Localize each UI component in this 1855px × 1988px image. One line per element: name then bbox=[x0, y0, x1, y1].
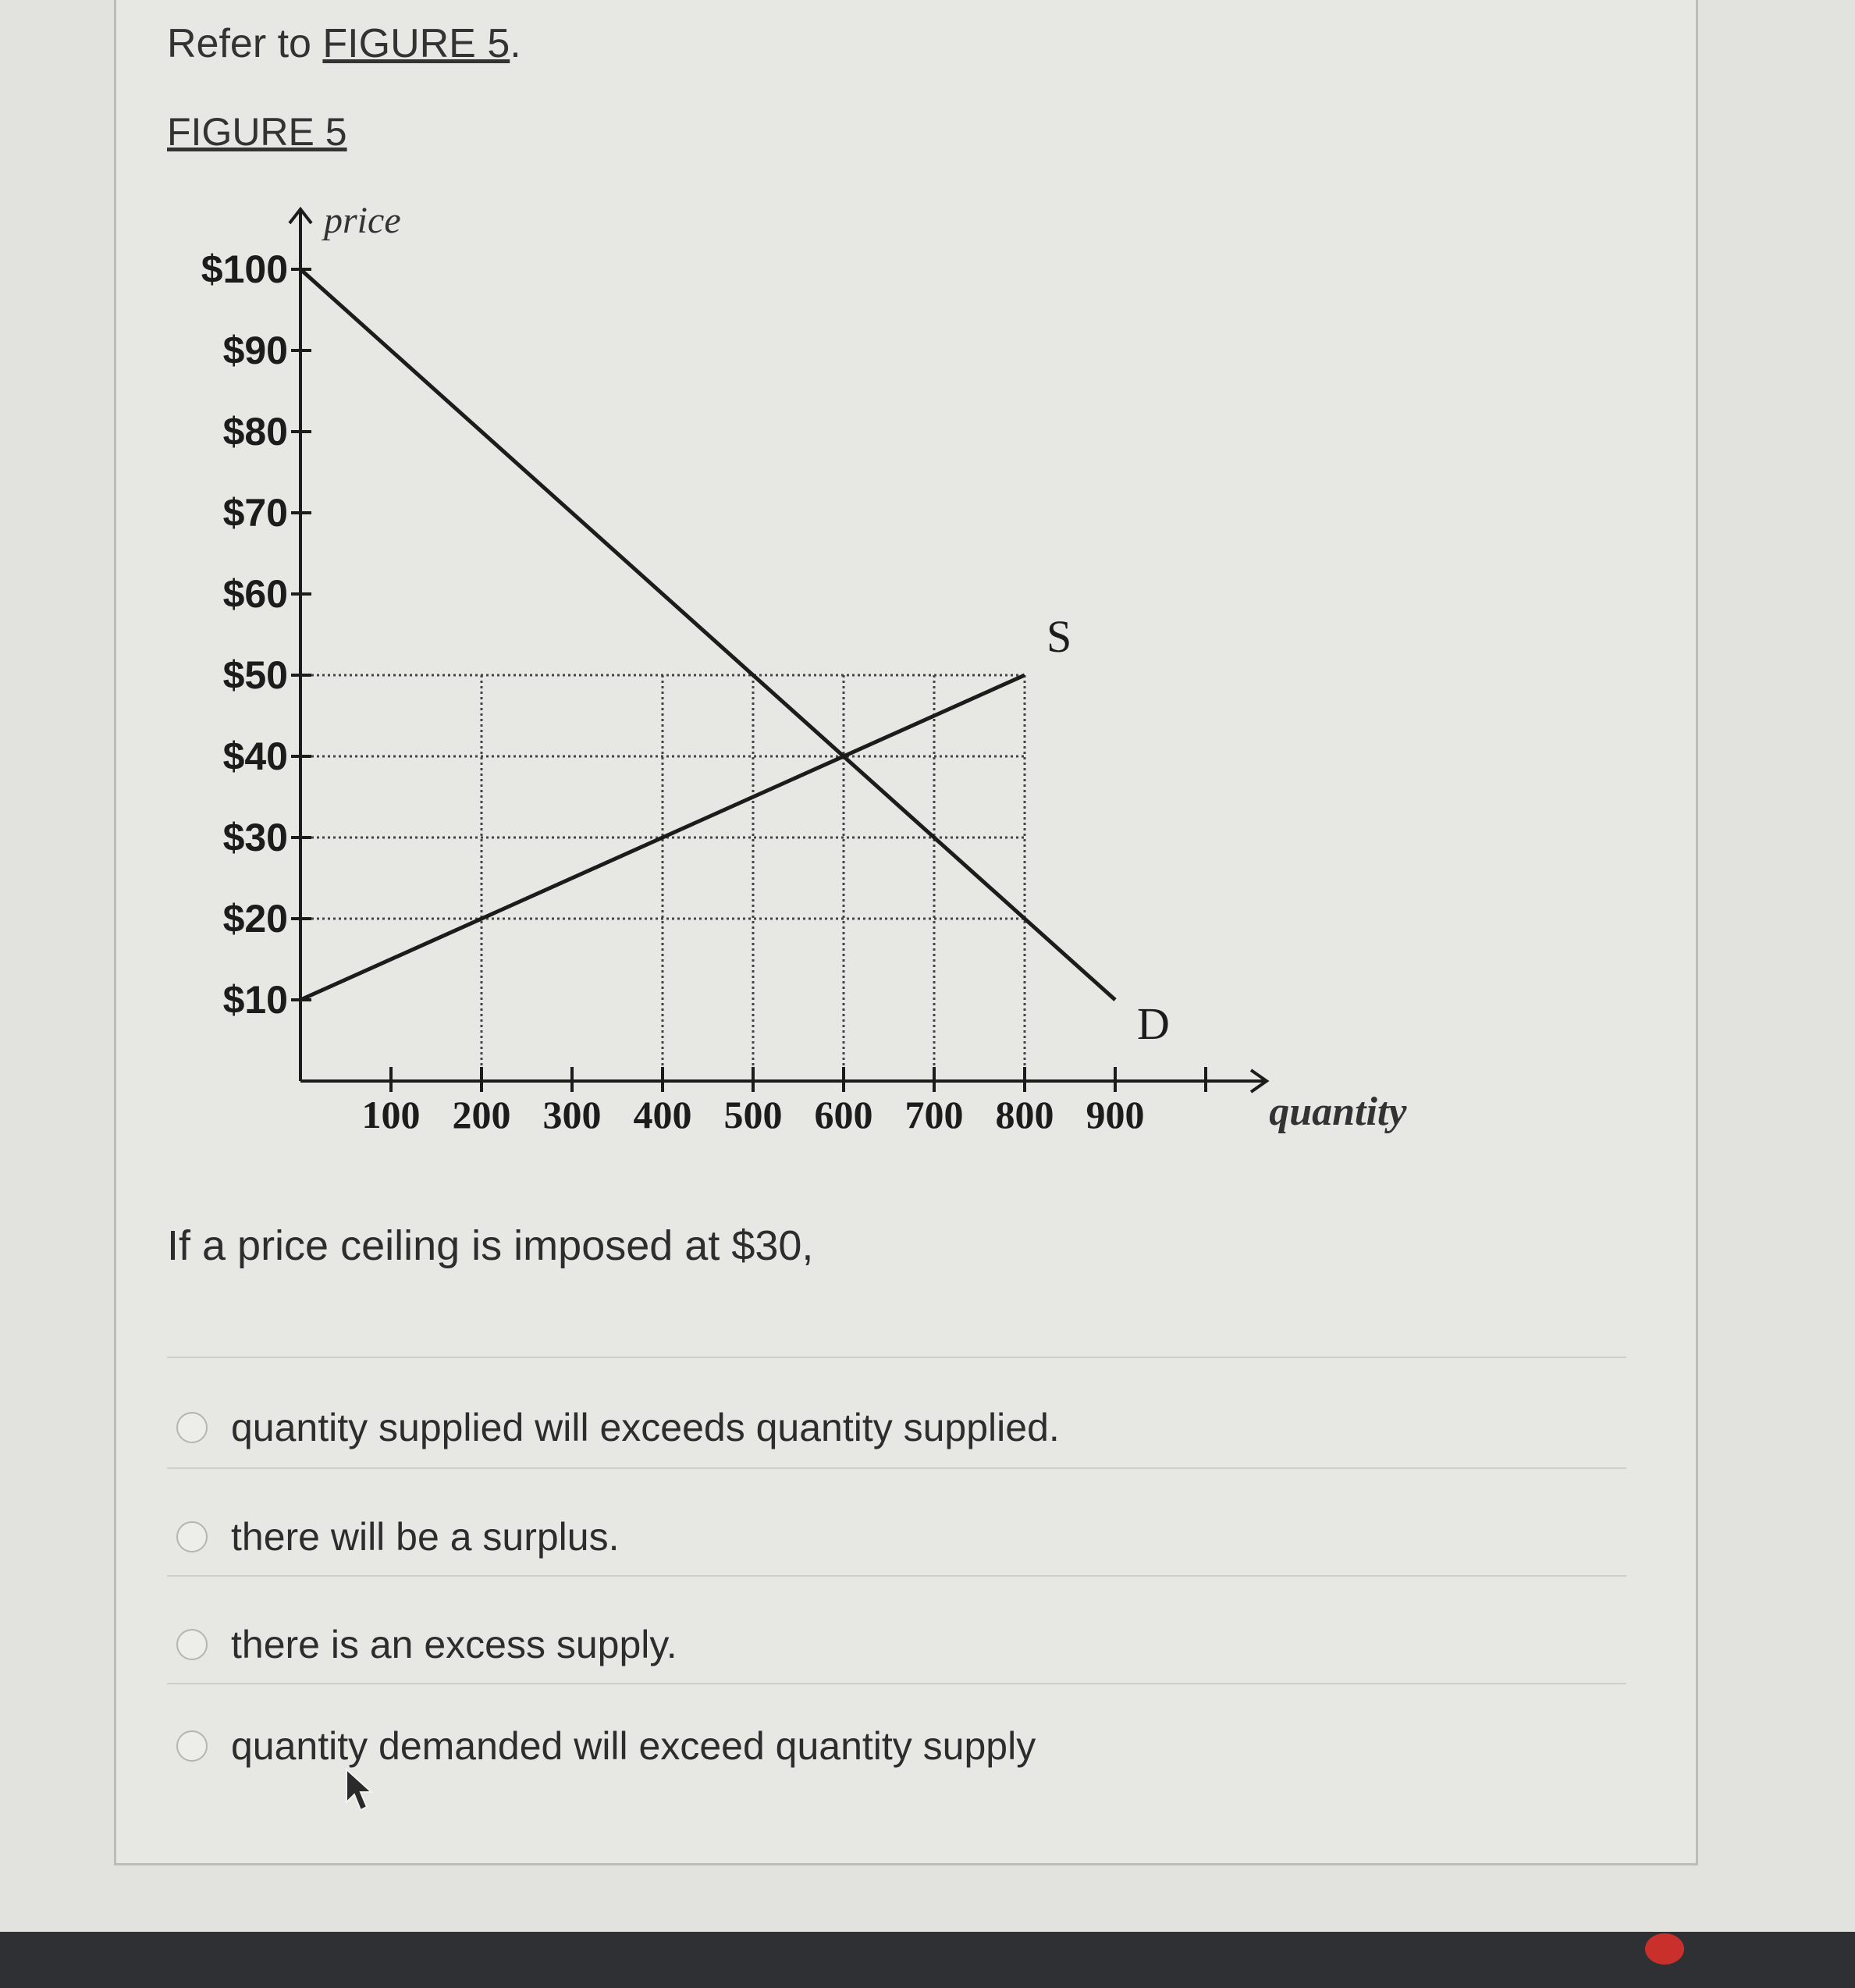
radio-button[interactable] bbox=[176, 1629, 208, 1660]
refer-prefix: Refer to bbox=[167, 21, 323, 66]
refer-suffix: . bbox=[510, 21, 521, 66]
guide-lines bbox=[300, 675, 1025, 1081]
y-tick-label: $10 bbox=[222, 978, 288, 1022]
answer-option-2[interactable] bbox=[176, 1514, 619, 1559]
answer-option-4[interactable] bbox=[176, 1723, 1036, 1769]
answer-option-3[interactable] bbox=[176, 1622, 677, 1667]
x-axis-title: quantity bbox=[1269, 1090, 1407, 1134]
supply-label: S bbox=[1047, 611, 1072, 662]
y-tick-label: $100 bbox=[201, 247, 288, 291]
mouse-pointer-icon bbox=[343, 1768, 375, 1815]
y-tick-label: $60 bbox=[222, 572, 288, 616]
x-tick-label: 300 bbox=[542, 1093, 602, 1136]
x-tick-label: 200 bbox=[452, 1093, 511, 1136]
y-tick-label: $20 bbox=[222, 897, 288, 941]
question-prompt: If a price ceiling is imposed at $30, bbox=[167, 1222, 814, 1269]
demand-curve bbox=[300, 269, 1115, 1000]
x-tick-label: 700 bbox=[904, 1093, 964, 1136]
answer-option-1[interactable] bbox=[176, 1405, 1060, 1450]
figure-label: FIGURE 5 bbox=[167, 110, 347, 154]
radio-button[interactable] bbox=[176, 1730, 208, 1762]
y-axis-title: price bbox=[324, 200, 401, 241]
separator bbox=[167, 1467, 1626, 1469]
figure-link[interactable]: FIGURE 5 bbox=[322, 21, 510, 66]
y-tick-label: $70 bbox=[222, 491, 288, 535]
separator bbox=[167, 1575, 1626, 1577]
radio-button[interactable] bbox=[176, 1412, 208, 1443]
answer-option-label: quantity demanded will exceed quantity supply bbox=[231, 1724, 1036, 1768]
x-tick-label: 400 bbox=[633, 1093, 692, 1136]
chart-axes bbox=[290, 209, 1267, 1092]
y-tick-label: $30 bbox=[222, 816, 288, 859]
y-tick-label: $40 bbox=[222, 734, 288, 778]
x-tick-label: 900 bbox=[1086, 1093, 1145, 1136]
y-tick-label: $50 bbox=[222, 653, 288, 697]
separator bbox=[167, 1683, 1626, 1684]
answer-option-label: quantity supplied will exceeds quantity supplied. bbox=[231, 1406, 1060, 1449]
chart-series bbox=[300, 269, 1115, 1000]
x-tick-label: 500 bbox=[723, 1093, 783, 1136]
taskbar bbox=[0, 1932, 1855, 1988]
answer-option-label: there is an excess supply. bbox=[231, 1623, 677, 1666]
supply-curve bbox=[300, 675, 1025, 1000]
answer-option-label: there will be a surplus. bbox=[231, 1515, 620, 1559]
y-tick-label: $90 bbox=[222, 329, 288, 372]
separator bbox=[167, 1357, 1626, 1358]
demand-label: D bbox=[1137, 998, 1170, 1049]
radio-button[interactable] bbox=[176, 1521, 208, 1552]
x-tick-label: 600 bbox=[814, 1093, 873, 1136]
x-tick-label: 100 bbox=[361, 1093, 421, 1136]
x-tick-label: 800 bbox=[995, 1093, 1054, 1136]
taskbar-record-icon[interactable] bbox=[1645, 1933, 1684, 1965]
y-tick-label: $80 bbox=[222, 410, 288, 453]
